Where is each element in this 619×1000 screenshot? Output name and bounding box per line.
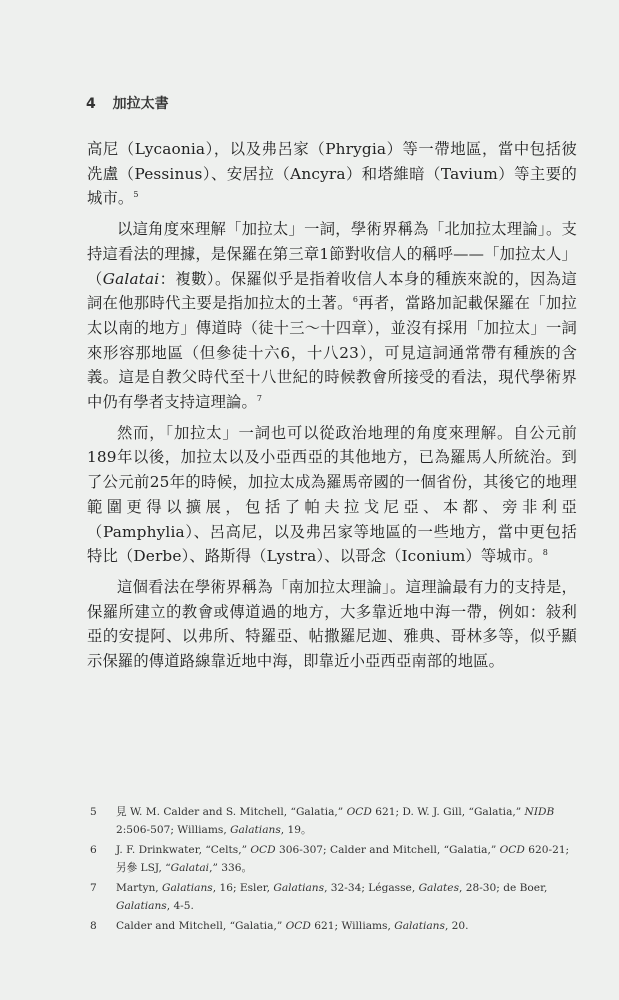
italic-term: Galatai xyxy=(170,862,210,874)
footnote-text xyxy=(116,882,547,912)
text-run: 2:506-507; Williams, xyxy=(116,824,231,836)
text-run: 然而，「加拉太」一詞也可以從政治地理的角度來理解。自公元前189年以後，加拉太以及小亞西亞的其他地方，已為羅馬人所統治。到了公元前25年的時候，加拉太成為羅馬帝國的一個省份，其後它的地理範圍更得以擴展，包括了帕夫拉戈尼亞、本都、旁非利亞（Pamphylia）、呂高尼，以及弗呂家等地區的一些地方，當中更包括特比（Derbe）、路斯得（Lystra）、以哥念（Iconium）等城市。 xyxy=(87,423,577,566)
text-run: 621; Williams, xyxy=(310,920,395,932)
text-run: 621; D. W. J. Gill, “Galatia,” xyxy=(371,806,525,818)
text-run: , 28-30; de Boer, xyxy=(459,882,548,894)
text-run: , 32-34; Légasse, xyxy=(324,882,419,894)
italic-term: Galates xyxy=(418,882,460,894)
running-title: 加拉太書 xyxy=(112,96,169,112)
footnote-text xyxy=(116,806,554,836)
italic-term: Galatians xyxy=(230,824,281,836)
footnote-number: 7 xyxy=(90,882,97,894)
text-run: 見 W. M. Calder and S. Mitchell, “Galatia,” xyxy=(116,806,347,818)
paragraph xyxy=(87,217,577,415)
italic-term: OCD xyxy=(499,844,525,856)
footnote xyxy=(90,917,580,935)
italic-term: Galatians xyxy=(162,882,213,894)
text-run: Martyn, xyxy=(116,882,163,894)
running-header xyxy=(86,93,169,113)
text-run: , 4-5. xyxy=(166,900,194,912)
italic-term: OCD xyxy=(346,806,372,818)
body-text xyxy=(87,137,577,680)
text-run: ：複數）。保羅似乎是指着收信人本身的種族來說的，因為這詞在他那時代主要是指加拉太的土著。 xyxy=(87,269,578,313)
footnote-number: 8 xyxy=(90,920,97,932)
paragraph xyxy=(87,137,577,211)
text-run: 高尼（Lycaonia），以及弗呂家（Phrygia）等一帶地區，當中包括彼冼盧（Pessinus）、安居拉（Ancyra）和塔維暗（Tavium）等主要的城市。 xyxy=(87,140,577,208)
footnote-text xyxy=(116,844,569,874)
paragraph xyxy=(87,421,577,569)
footnote xyxy=(90,803,580,839)
footnote-ref: 8 xyxy=(542,548,548,558)
text-run: 這個看法在學術界稱為「南加拉太理論」。這理論最有力的支持是，保羅所建立的教會或傳道過的地方，大多靠近地中海一帶，例如：敍利亞的安提阿、以弗所、特羅亞、帖撒羅尼迦、雅典、哥林多等，似乎顯示保羅的傳道路線靠近地中海，即靠近小亞西亞南部的地區。 xyxy=(87,577,577,671)
paragraph xyxy=(87,575,577,674)
italic-term: OCD xyxy=(285,920,311,932)
page-number: 4 xyxy=(86,96,96,112)
text-run: 再者，當路加記載保羅在「加拉太以南的地方」傳道時（徒十三～十四章），並沒有採用「加拉太」一詞來形容那地區（但參徒十六6，十八23），可見這詞通常帶有種族的含義。這是自教父時代至十八世紀的時候教會所接受的看法，現代學術界中仍有學者支持這理論。 xyxy=(87,294,577,412)
text-run: ,” 336。 xyxy=(209,862,253,874)
italic-term: Galatians xyxy=(273,882,325,894)
footnote-number: 5 xyxy=(90,806,97,818)
footnote-ref: 6 xyxy=(352,295,359,305)
italic-term: OCD xyxy=(250,844,276,856)
footnote-number: 6 xyxy=(90,844,97,856)
italic-term: Galatians xyxy=(394,920,445,932)
footnote xyxy=(90,879,580,915)
text-run: , 20. xyxy=(444,920,469,932)
footnote xyxy=(90,841,580,877)
italic-term: Galatians xyxy=(116,900,167,912)
text-run: 620-21; 另參 LSJ, “ xyxy=(116,844,570,874)
text-run: , 19。 xyxy=(280,824,312,836)
italic-term: NIDB xyxy=(524,806,555,818)
text-run: 306-307; Calder and Mitchell, “Galatia,” xyxy=(275,844,500,856)
text-run: Calder and Mitchell, “Galatia,” xyxy=(116,920,286,932)
footnotes xyxy=(90,803,580,937)
text-run: J. F. Drinkwater, “Celts,” xyxy=(116,844,251,856)
italic-term: Galatai xyxy=(102,269,160,288)
footnote-ref: 7 xyxy=(256,393,263,403)
footnote-ref: 5 xyxy=(133,190,139,200)
text-run: 以這角度來理解「加拉太」一詞，學術界稱為「北加拉太理論」。支持這看法的理據，是保羅在第三章1節對收信人的稱呼——「加拉太人」（ xyxy=(87,220,577,288)
footnote-text xyxy=(116,920,469,932)
text-run: , 16; Esler, xyxy=(212,882,274,894)
